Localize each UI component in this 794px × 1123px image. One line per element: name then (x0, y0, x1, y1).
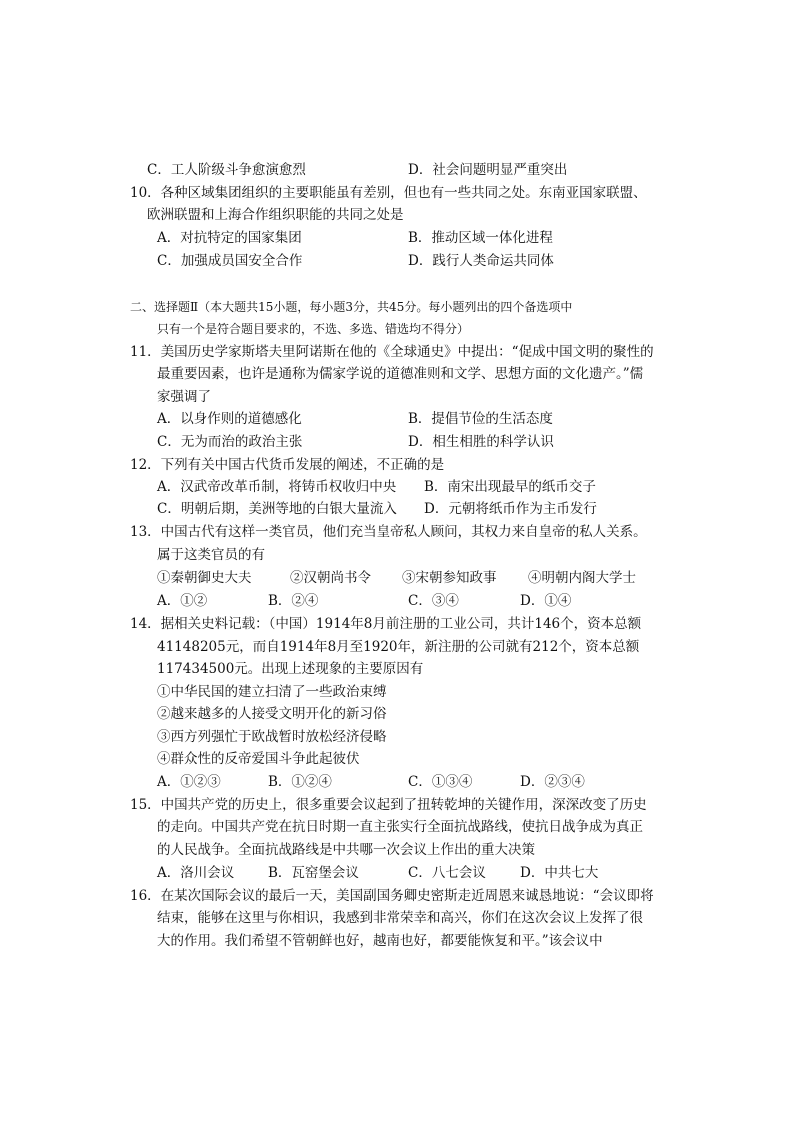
q11-option-c: C．无为而治的政治主张 (157, 434, 303, 450)
q15-stem-line-3: 的人民战争。全面抗战路线是中共哪一次会议上作出的重大决策 (157, 842, 535, 858)
q10-option-b: B．推动区域一体化进程 (408, 230, 553, 246)
q11-stem-line-1: 11．美国历史学家斯塔夫里阿诺斯在他的《全球通史》中提出：“促成中国文明的聚性的 (130, 344, 654, 360)
q9-option-c: C．工人阶级斗争愈演愈烈 (147, 162, 306, 178)
q10-option-a: A．对抗特定的国家集团 (157, 230, 302, 246)
q12-option-b: B．南宋出现最早的纸币交子 (424, 479, 596, 495)
q11-option-a: A．以身作则的道德感化 (157, 411, 302, 427)
q14-item-1: ①中华民国的建立扫清了一些政治束缚 (157, 684, 387, 700)
q13-item-1: ①秦朝御史大夫 (157, 570, 252, 586)
q13-item-4: ④明朝内阁大学士 (528, 570, 636, 586)
q15-stem-line-2: 的走向。中国共产党在抗日时期一直主张实行全面抗战路线，使抗日战争成为真正 (157, 819, 643, 835)
q14-option-c: C．①③④ (408, 774, 473, 790)
q15-option-c: C．八七会议 (408, 865, 486, 881)
q13-stem-line-1: 13．中国古代有这样一类官员，他们充当皇帝私人顾问，其权力来自皇帝的私人关系。 (130, 524, 647, 540)
q13-item-3: ③宋朝参知政事 (402, 570, 497, 586)
section-2-heading-line-1: 二、选择题Ⅱ（本大题共15小题，每小题3分，共45分。每小题列出的四个备选项中 (130, 300, 573, 314)
q13-option-c: C．③④ (408, 593, 459, 609)
q15-option-d: D．中共七大 (520, 865, 599, 881)
q15-option-a: A．洛川会议 (157, 865, 235, 881)
q10-option-c: C．加强成员国安全合作 (157, 253, 303, 269)
q10-option-d: D．践行人类命运共同体 (408, 253, 554, 269)
q13-option-a: A．①② (157, 593, 208, 609)
q12-option-a: A．汉武帝改革币制，将铸币权收归中央 (157, 479, 397, 495)
q16-stem-line-1: 16．在某次国际会议的最后一天，美国副国务卿史密斯走近周恩来诚恳地说：“会议即将 (130, 888, 654, 904)
q10-stem-line-2: 欧洲联盟和上海合作组织职能的共同之处是 (147, 207, 404, 223)
q14-item-3: ③西方列强忙于欧战暂时放松经济侵略 (157, 729, 387, 745)
q11-stem-line-2: 最重要因素，也许是通称为儒家学说的道德准则和文学、思想方面的文化遗产。”儒 (157, 366, 644, 382)
q14-stem-line-3: 117434500元。出现上述现象的主要原因有 (157, 661, 424, 677)
q12-option-c: C．明朝后期，美洲等地的白银大量流入 (157, 501, 397, 517)
q14-item-2: ②越来越多的人接受文明开化的新习俗 (157, 706, 387, 722)
q13-item-2: ②汉朝尚书令 (290, 570, 371, 586)
q16-stem-line-2: 结束，能够在这里与你相识，我感到非常荣幸和高兴，你们在这次会议上发挥了很 (157, 910, 643, 926)
q14-option-a: A．①②③ (157, 774, 221, 790)
q15-stem-line-1: 15．中国共产党的历史上，很多重要会议起到了扭转乾坤的关键作用，深深改变了历史 (130, 797, 647, 813)
q13-stem-line-2: 属于这类官员的有 (157, 547, 265, 563)
q14-item-4: ④群众性的反帝爱国斗争此起彼伏 (157, 751, 360, 767)
q12-option-d: D．元朝将纸币作为主币发行 (424, 501, 597, 517)
q11-option-b: B．提倡节俭的生活态度 (408, 411, 553, 427)
q10-stem-line-1: 10．各种区域集团组织的主要职能虽有差别，但也有一些共同之处。东南亚国家联盟、 (130, 185, 647, 201)
q13-option-b: B．②④ (268, 593, 319, 609)
section-2-heading-line-2: 只有一个是符合题目要求的，不选、多选、错选均不得分） (157, 322, 470, 336)
q15-option-b: B．瓦窑堡会议 (268, 865, 359, 881)
q16-stem-line-3: 大的作用。我们希望不管朝鲜也好，越南也好，都要能恢复和平。”该会议中 (157, 933, 603, 949)
q14-stem-line-1: 14．据相关史料记载：（中国）1914年8月前注册的工业公司，共计146个，资本总额 (130, 616, 642, 632)
q9-option-d: D．社会问题明显严重突出 (408, 162, 568, 178)
q11-stem-line-3: 家强调了 (157, 389, 211, 405)
q14-option-d: D．②③④ (520, 774, 585, 790)
q14-stem-line-2: 41148205元，而自1914年8月至1920年，新注册的公司就有212个，资本总额 (157, 639, 640, 655)
q12-stem-line-1: 12．下列有关中国古代货币发展的阐述，不正确的是 (130, 457, 445, 473)
q11-option-d: D．相生相胜的科学认识 (408, 434, 554, 450)
q14-option-b: B．①②④ (268, 774, 332, 790)
q13-option-d: D．①④ (520, 593, 572, 609)
